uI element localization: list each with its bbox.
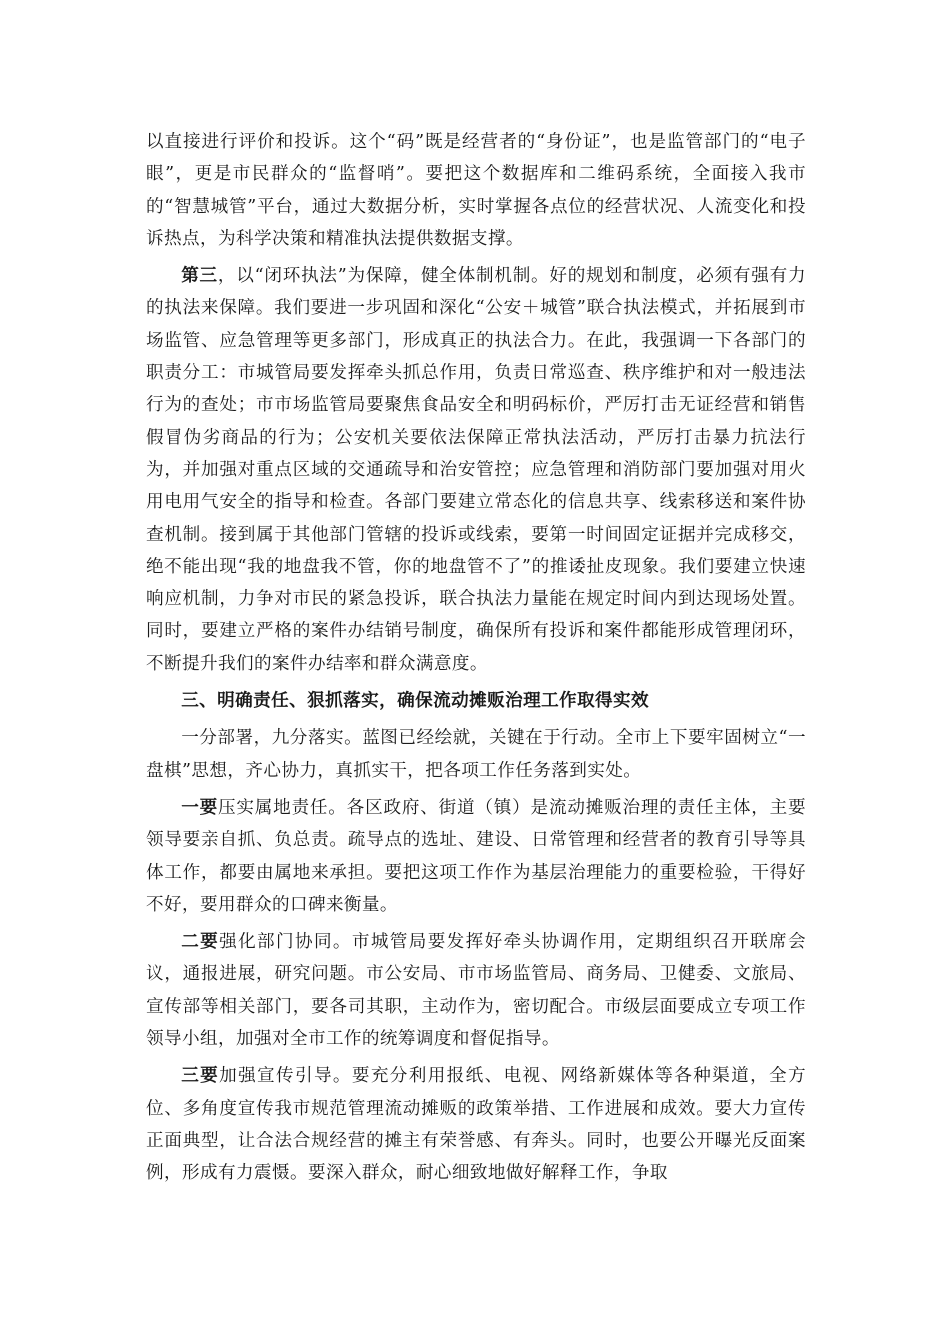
- paragraph-continuation: [146, 126, 806, 255]
- paragraph-second-requirement: [146, 926, 806, 1055]
- paragraph-text: 以直接进行评价和投诉。这个“码”既是经营者的“身份证”，也是监管部门的“电子眼”，更是市民群众的“监督哨”。要把这个数据库和二维码系统，全面接入我市的“智慧城管”平台，通过大数据分析，实时掌握各点位的经营状况、人流变化和投诉热点，为科学决策和精准执法提供数据支撑。: [146, 132, 806, 249]
- paragraph-text: 一分部署，九分落实。蓝图已经绘就，关键在于行动。全市上下要牢固树立“一盘棋”思想，齐心协力，真抓实干，把各项工作任务落到实处。: [146, 728, 806, 781]
- paragraph-lead: 三要: [181, 1065, 220, 1087]
- paragraph-third-point: [146, 260, 806, 680]
- section-heading: 三、明确责任、狠抓落实，确保流动摊贩治理工作取得实效: [181, 690, 650, 712]
- paragraph-text: 强化部门协同。市城管局要发挥好牵头协调作用，定期组织召开联席会议，通报进展，研究问题。市公安局、市市场监管局、商务局、卫健委、文旅局、宣传部等相关部门，要各司其职，主动作为，密切配合。市级层面要成立专项工作领导小组，加强对全市工作的统筹调度和督促指导。: [146, 932, 806, 1050]
- paragraph-text: 压实属地责任。各区政府、街道（镇）是流动摊贩治理的责任主体，主要领导要亲自抓、负总责。疏导点的选址、建设、日常管理和经营者的教育引导等具体工作，都要由属地来承担。要把这项工作作为基层治理能力的重要检验，干得好不好，要用群众的口碑来衡量。: [146, 797, 806, 915]
- paragraph-third-requirement: [146, 1060, 806, 1189]
- paragraph-lead: 一要: [181, 796, 218, 818]
- paragraph-lead: 第三: [181, 265, 218, 287]
- document-page: [146, 126, 806, 1190]
- paragraph-text: ，以“闭环执法”为保障，健全体制机制。好的规划和制度，必须有强有力的执法来保障。我们要进一步巩固和深化“公安＋城管”联合执法模式，并拓展到市场监管、应急管理等更多部门，形成真正的执法合力。在此，我强调一下各部门的职责分工：市城管局要发挥牵头抓总作用，负责日常巡查、秩序维护和对一般违法行为的查处；市市场监管局要聚焦食品安全和明码标价，严厉打击无证经营和销售假冒伪劣商品的行为；公安机关要依法保障正常执法活动，严厉打击暴力抗法行为，并加强对重点区域的交通疏导和治安管控；应急管理和消防部门要加强对用火用电用气安全的指导和检查。各部门要建立常态化的信息共享、线索移送和案件协查机制。接到属于其他部门管辖的投诉或线索，要第一时间固定证据并完成移交，绝不能出现“我的地盘我不管，你的地盘管不了”的推诿扯皮现象。我们要建立快速响应机制，力争对市民的紧急投诉，联合执法力量能在规定时间内到达现场处置。同时，要建立严格的案件办结销号制度，确保所有投诉和案件都能形成管理闭环，不断提升我们的案件办结率和群众满意度。: [146, 266, 806, 674]
- paragraph-lead: 二要: [181, 931, 220, 953]
- paragraph-text: 加强宣传引导。要充分利用报纸、电视、网络新媒体等各种渠道，全方位、多角度宣传我市规范管理流动摊贩的政策举措、工作进展和成效。要大力宣传正面典型，让合法合规经营的摊主有荣誉感、有奔头。同时，也要公开曝光反面案例，形成有力震慑。要深入群众，耐心细致地做好解释工作，争取: [146, 1066, 806, 1184]
- paragraph-first-requirement: [146, 792, 806, 921]
- paragraph-intro: [146, 722, 806, 787]
